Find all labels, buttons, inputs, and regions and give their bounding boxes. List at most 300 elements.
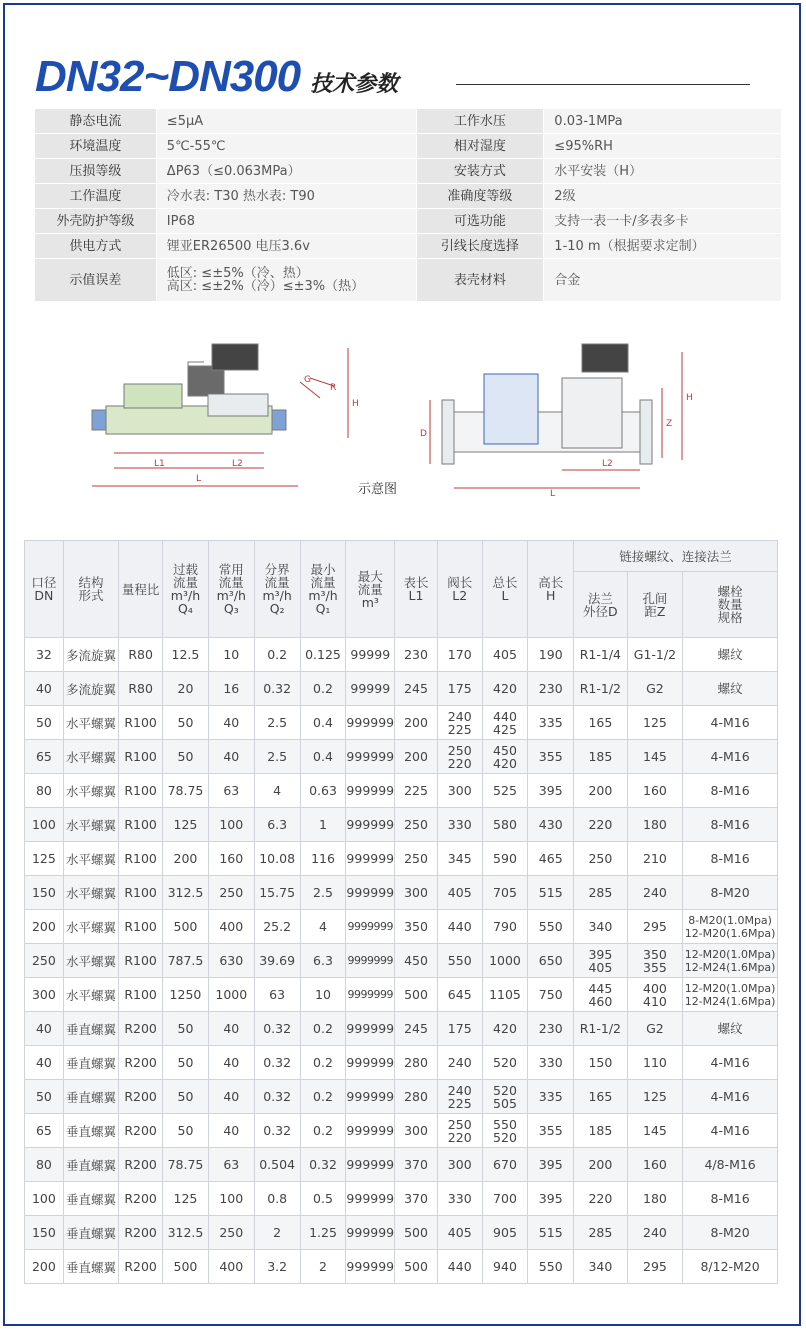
cell-l2 [437, 808, 482, 842]
cell-q1: 6.3 [300, 944, 346, 978]
cell-z [627, 1216, 683, 1250]
header-d [574, 572, 628, 638]
diagram-label-g: G [304, 375, 311, 385]
spec-row [25, 1114, 778, 1148]
header-line: Q₄ [178, 601, 193, 616]
header-line: 流量 [357, 581, 383, 597]
header-dn [25, 541, 64, 638]
cell-h: 750 [528, 978, 574, 1012]
cell-line: 645 [447, 987, 472, 1002]
diagram-label-h: H [352, 399, 359, 409]
header-line: Q₃ [223, 601, 239, 616]
cell-q3: 630 [208, 944, 254, 978]
cell-dn: 150 [25, 876, 64, 910]
param-label: 安装方式 [416, 159, 544, 184]
cell-d [574, 1216, 628, 1250]
spec-row [25, 944, 778, 978]
cell-h: 355 [528, 1114, 574, 1148]
cell-dn: 65 [25, 1114, 64, 1148]
diagram-label-l2-right: L2 [602, 459, 613, 469]
spec-row [25, 638, 778, 672]
cell-line: 1000 [489, 953, 521, 968]
cell-line: 440 [447, 919, 472, 934]
param-label: 压损等级 [35, 159, 157, 184]
param-label: 工作温度 [35, 184, 157, 209]
cell-line: 905 [493, 1225, 517, 1240]
cell-line: 110 [643, 1055, 667, 1070]
cell-line: 420 [493, 681, 517, 696]
header-line: 数量 [717, 597, 743, 612]
cell-l2 [437, 978, 482, 1012]
cell-line: 705 [493, 885, 517, 900]
cell-line: 400 [643, 980, 667, 996]
cell-q1: 0.4 [300, 706, 346, 740]
cell-q1: 2.5 [300, 876, 346, 910]
cell-d [574, 910, 628, 944]
cell-d [574, 808, 628, 842]
cell-l1: 250 [395, 842, 438, 876]
param-label: 外壳防护等级 [35, 209, 157, 234]
cell-line: 145 [643, 749, 667, 764]
param-value: ≤5μA [156, 109, 416, 134]
cell-z [627, 672, 683, 706]
cell-l1: 500 [395, 1216, 438, 1250]
param-label: 引线长度选择 [416, 234, 544, 259]
param-label: 静态电流 [35, 109, 157, 134]
header-bolt [683, 572, 778, 638]
cell-type: 垂直螺翼 [63, 1114, 118, 1148]
cell-qmax: 999999 [346, 808, 395, 842]
cell-h: 515 [528, 1216, 574, 1250]
cell-l1: 300 [395, 876, 438, 910]
header-h [528, 541, 574, 638]
cell-d [574, 1080, 628, 1114]
cell-l2 [437, 1114, 482, 1148]
cell-q4: 1250 [163, 978, 209, 1012]
cell-line: 350 [643, 946, 667, 962]
cell-line: 8-M16 [710, 783, 750, 798]
header-line: 常用 [218, 562, 244, 577]
cell-ratio: R100 [119, 876, 163, 910]
cell-dn: 40 [25, 1046, 64, 1080]
spec-row [25, 672, 778, 706]
cell-l2 [437, 1080, 482, 1114]
cell-qmax: 999999 [346, 1046, 395, 1080]
cell-line: 395 [588, 946, 613, 962]
header-line: 阀长 [447, 575, 473, 590]
params-row [35, 259, 782, 302]
cell-q4: 12.5 [163, 638, 209, 672]
header-line: H [546, 588, 556, 603]
cell-line: 螺纹 [717, 1021, 743, 1036]
cell-q1: 0.4 [300, 740, 346, 774]
cell-q3: 250 [208, 876, 254, 910]
cell-line: 8-M16 [710, 1191, 750, 1206]
header-q3 [208, 541, 254, 638]
cell-l [482, 638, 528, 672]
cell-l [482, 808, 528, 842]
cell-line: 8-M20 [710, 1225, 750, 1240]
cell-bolt [683, 1148, 778, 1182]
cell-line: 210 [643, 851, 667, 866]
cell-line: 940 [493, 1259, 517, 1274]
param-value: 2级 [544, 184, 782, 209]
spec-row [25, 1250, 778, 1284]
params-row [35, 209, 782, 234]
cell-type: 垂直螺翼 [63, 1046, 118, 1080]
cell-d [574, 740, 628, 774]
cell-line: 1105 [489, 987, 521, 1002]
cell-z [627, 1148, 683, 1182]
cell-line: 8/12-M20 [700, 1259, 760, 1274]
cell-h: 430 [528, 808, 574, 842]
cell-l [482, 1080, 528, 1114]
cell-h: 230 [528, 1012, 574, 1046]
header-line: 流量 [310, 575, 336, 590]
spec-header-row [25, 541, 778, 572]
cell-dn: 150 [25, 1216, 64, 1250]
cell-q2: 0.32 [254, 672, 300, 706]
cell-line: 405 [493, 647, 517, 662]
cell-line: 505 [493, 1095, 517, 1111]
cell-line: 250 [447, 1116, 472, 1132]
cell-l [482, 1012, 528, 1046]
cell-line: 410 [643, 993, 667, 1009]
cell-line: 700 [493, 1191, 517, 1206]
cell-h: 395 [528, 1148, 574, 1182]
cell-qmax: 999999 [346, 1080, 395, 1114]
spec-row [25, 910, 778, 944]
cell-d [574, 978, 628, 1012]
cell-h: 335 [528, 1080, 574, 1114]
cell-line: 8-M20(1.0Mpa) [688, 913, 772, 927]
cell-ratio: R80 [119, 672, 163, 706]
cell-line: 520 [493, 1129, 517, 1145]
cell-line: 225 [447, 1095, 472, 1111]
cell-l [482, 1250, 528, 1284]
cell-dn: 200 [25, 910, 64, 944]
header-line: 过载 [172, 562, 198, 577]
header-line: 最大 [357, 568, 383, 584]
header-line: 总长 [492, 575, 518, 590]
param-value-line: 低区: ≤±5%（冷、热） [166, 266, 309, 281]
param-value: 合金 [544, 259, 782, 302]
cell-line: R1-1/4 [579, 647, 621, 662]
cell-q1: 4 [300, 910, 346, 944]
header-line: 流量 [218, 575, 244, 590]
cell-qmax: 9999999 [346, 978, 395, 1012]
param-label: 可选功能 [416, 209, 544, 234]
cell-dn: 40 [25, 1012, 64, 1046]
cell-line: 4-M16 [710, 715, 750, 730]
cell-q2: 0.2 [254, 638, 300, 672]
cell-z [627, 1046, 683, 1080]
header-line: 分界 [264, 562, 290, 577]
cell-line: R1-1/2 [579, 1021, 621, 1036]
cell-d [574, 774, 628, 808]
cell-line: 300 [447, 783, 472, 798]
cell-l1: 280 [395, 1046, 438, 1080]
cell-line: 420 [493, 755, 517, 771]
cell-d [574, 1182, 628, 1216]
spec-row [25, 808, 778, 842]
cell-z [627, 774, 683, 808]
param-value: 5℃-55℃ [156, 134, 416, 159]
cell-q2: 63 [254, 978, 300, 1012]
cell-q2: 0.32 [254, 1080, 300, 1114]
cell-line: 125 [643, 1089, 667, 1104]
cell-q3: 40 [208, 1114, 254, 1148]
cell-q4: 312.5 [163, 876, 209, 910]
cell-bolt [683, 1182, 778, 1216]
cell-q4: 50 [163, 1114, 209, 1148]
param-label: 相对湿度 [416, 134, 544, 159]
cell-line: 520 [493, 1082, 517, 1098]
header-line: m³/h [216, 588, 246, 603]
cell-qmax: 999999 [346, 1216, 395, 1250]
cell-qmax: 99999 [346, 672, 395, 706]
cell-dn: 100 [25, 808, 64, 842]
cell-h: 550 [528, 1250, 574, 1284]
cell-z [627, 808, 683, 842]
cell-line: 440 [493, 708, 517, 724]
cell-l1: 200 [395, 740, 438, 774]
cell-l1: 250 [395, 808, 438, 842]
cell-line: 340 [588, 919, 613, 934]
param-label: 准确度等级 [416, 184, 544, 209]
cell-q1: 2 [300, 1250, 346, 1284]
cell-l2 [437, 944, 482, 978]
diagram-label-z: Z [666, 419, 673, 429]
cell-q2: 10.08 [254, 842, 300, 876]
header-line: 形式 [78, 588, 104, 603]
cell-ratio: R100 [119, 944, 163, 978]
cell-dn: 50 [25, 706, 64, 740]
cell-ratio: R100 [119, 842, 163, 876]
cell-line: 355 [643, 959, 667, 975]
header-line: 表长 [403, 575, 429, 590]
cell-l1: 245 [395, 1012, 438, 1046]
cell-bolt [683, 876, 778, 910]
cell-line: 175 [447, 681, 472, 696]
cell-l2 [437, 638, 482, 672]
cell-bolt [683, 944, 778, 978]
cell-qmax: 999999 [346, 842, 395, 876]
cell-qmax: 999999 [346, 740, 395, 774]
spec-row [25, 1080, 778, 1114]
cell-qmax: 999999 [346, 1148, 395, 1182]
cell-dn: 50 [25, 1080, 64, 1114]
cell-l2 [437, 1012, 482, 1046]
cell-line: 160 [643, 783, 667, 798]
cell-q3: 400 [208, 1250, 254, 1284]
cell-dn: 65 [25, 740, 64, 774]
schematic-diagram [84, 338, 740, 498]
cell-z [627, 1250, 683, 1284]
diagram-label-l2: L2 [232, 459, 243, 469]
cell-l2 [437, 876, 482, 910]
cell-q3: 63 [208, 774, 254, 808]
cell-line: 8-M20 [710, 885, 750, 900]
cell-l [482, 774, 528, 808]
cell-line: 250 [447, 742, 472, 758]
cell-q4: 125 [163, 1182, 209, 1216]
cell-line: 12-M20(1.0Mpa) [684, 947, 776, 961]
diagram-caption: 示意图 [358, 482, 398, 497]
cell-type: 垂直螺翼 [63, 1250, 118, 1284]
cell-q2: 0.32 [254, 1114, 300, 1148]
cell-q3: 100 [208, 808, 254, 842]
cell-l2 [437, 740, 482, 774]
cell-l [482, 1148, 528, 1182]
cell-h: 395 [528, 774, 574, 808]
header-line: L [501, 588, 509, 603]
cell-q4: 78.75 [163, 774, 209, 808]
header-l [482, 541, 528, 638]
cell-line: 175 [447, 1021, 472, 1036]
cell-q3: 16 [208, 672, 254, 706]
spec-row [25, 1012, 778, 1046]
cell-line: 12-M20(1.0Mpa) [684, 981, 776, 995]
cell-h: 355 [528, 740, 574, 774]
cell-line: 295 [643, 919, 667, 934]
cell-dn: 300 [25, 978, 64, 1012]
cell-d [574, 842, 628, 876]
cell-line: 520 [493, 1055, 517, 1070]
cell-bolt [683, 978, 778, 1012]
cell-q4: 78.75 [163, 1148, 209, 1182]
header-qmax [346, 541, 395, 638]
cell-l1: 300 [395, 1114, 438, 1148]
cell-line: 590 [493, 851, 517, 866]
cell-q2: 0.32 [254, 1012, 300, 1046]
cell-type: 垂直螺翼 [63, 1148, 118, 1182]
cell-h: 190 [528, 638, 574, 672]
cell-dn: 125 [25, 842, 64, 876]
cell-q1: 0.125 [300, 638, 346, 672]
diagram-label-l1: L1 [154, 459, 165, 469]
cell-q1: 0.2 [300, 672, 346, 706]
cell-h: 515 [528, 876, 574, 910]
spec-row [25, 842, 778, 876]
cell-line: 8-M16 [710, 851, 750, 866]
header-line: 外径D [583, 603, 618, 619]
header-line: 法兰 [587, 590, 613, 606]
cell-line: 185 [588, 1123, 613, 1138]
cell-l1: 500 [395, 978, 438, 1012]
cell-qmax: 999999 [346, 1114, 395, 1148]
cell-line: 440 [447, 1259, 472, 1274]
param-value: IP68 [156, 209, 416, 234]
cell-d [574, 1012, 628, 1046]
cell-line: 160 [643, 1157, 667, 1172]
cell-h: 650 [528, 944, 574, 978]
cell-q4: 787.5 [163, 944, 209, 978]
cell-l [482, 1216, 528, 1250]
cell-l [482, 876, 528, 910]
cell-ratio: R100 [119, 910, 163, 944]
header-line: 流量 [264, 575, 290, 590]
spec-row [25, 774, 778, 808]
diagram-label-h-right: H [686, 393, 693, 403]
cell-q2: 0.32 [254, 1046, 300, 1080]
cell-ratio: R200 [119, 1114, 163, 1148]
cell-q3: 40 [208, 706, 254, 740]
cell-line: 225 [447, 721, 472, 737]
cell-z [627, 740, 683, 774]
cell-l [482, 740, 528, 774]
cell-line: 180 [643, 817, 667, 832]
cell-dn: 200 [25, 1250, 64, 1284]
cell-bolt [683, 706, 778, 740]
cell-bolt [683, 1080, 778, 1114]
spec-row [25, 706, 778, 740]
cell-line: 790 [493, 919, 517, 934]
cell-l2 [437, 1250, 482, 1284]
cell-dn: 250 [25, 944, 64, 978]
cell-qmax: 99999 [346, 638, 395, 672]
header-group: 链接螺纹、连接法兰 [574, 541, 778, 572]
header-l2 [437, 541, 482, 638]
cell-q4: 500 [163, 910, 209, 944]
cell-line: 125 [643, 715, 667, 730]
cell-line: 220 [447, 1129, 472, 1145]
cell-q3: 250 [208, 1216, 254, 1250]
cell-line: 295 [643, 1259, 667, 1274]
cell-bolt [683, 1216, 778, 1250]
cell-line: 145 [643, 1123, 667, 1138]
cell-h: 395 [528, 1182, 574, 1216]
cell-line: 200 [588, 783, 613, 798]
cell-q4: 50 [163, 706, 209, 740]
cell-line: 240 [447, 708, 472, 724]
cell-line: 420 [493, 1021, 517, 1036]
cell-q4: 200 [163, 842, 209, 876]
cell-dn: 80 [25, 774, 64, 808]
cell-l2 [437, 1216, 482, 1250]
cell-line: 165 [588, 715, 613, 730]
cell-line: 螺纹 [717, 647, 743, 662]
cell-line: 180 [643, 1191, 667, 1206]
header-line: m³/h [308, 588, 338, 603]
cell-type: 水平螺翼 [63, 944, 118, 978]
cell-line: 340 [588, 1259, 613, 1274]
spec-row [25, 1046, 778, 1080]
cell-type: 垂直螺翼 [63, 1012, 118, 1046]
cell-l2 [437, 672, 482, 706]
cell-line: 580 [493, 817, 517, 832]
cell-line: 345 [447, 851, 472, 866]
spec-table [24, 540, 778, 1284]
title-subtitle: 技术参数 [310, 72, 399, 97]
cell-dn: 80 [25, 1148, 64, 1182]
cell-line: 12-M24(1.6Mpa) [684, 960, 776, 974]
cell-q4: 50 [163, 1080, 209, 1114]
spec-row [25, 876, 778, 910]
header-line: 流量 [172, 575, 198, 590]
cell-l1: 350 [395, 910, 438, 944]
cell-d [574, 1114, 628, 1148]
spec-row [25, 1216, 778, 1250]
header-line: m³/h [262, 588, 292, 603]
cell-line: 670 [493, 1157, 517, 1172]
cell-q2: 25.2 [254, 910, 300, 944]
header-line: L1 [408, 588, 424, 603]
cell-line: 300 [447, 1157, 472, 1172]
cell-l [482, 1182, 528, 1216]
cell-line: 220 [588, 817, 613, 832]
spec-row [25, 978, 778, 1012]
